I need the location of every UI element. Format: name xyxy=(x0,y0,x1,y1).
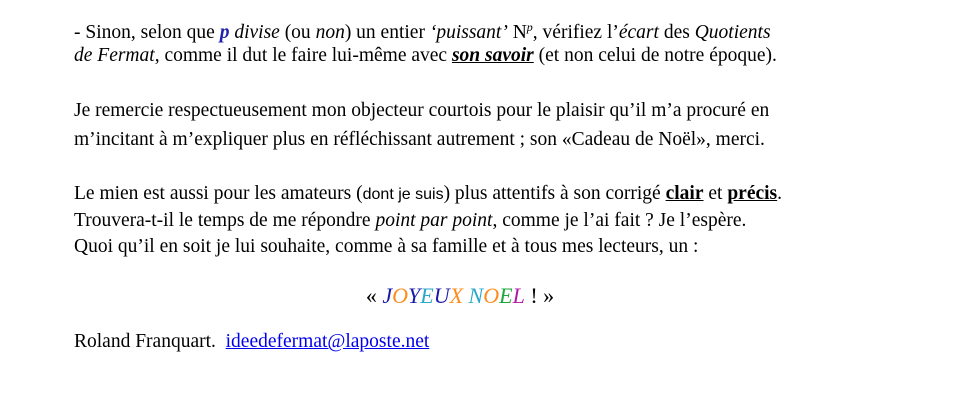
greeting-close-quote: ! » xyxy=(524,283,555,308)
italic-divise: divise xyxy=(234,22,280,43)
greeting-letter: L xyxy=(512,283,525,308)
greeting-open-quote: « xyxy=(365,283,383,308)
text-run: des xyxy=(658,22,695,43)
greeting-letter: E xyxy=(499,283,513,308)
text-run: Le mien est aussi pour les amateurs ( xyxy=(74,183,363,204)
greeting-letter: J xyxy=(382,283,393,308)
greeting-letter: Y xyxy=(408,283,421,308)
text-run: et xyxy=(703,183,728,204)
greeting-letters xyxy=(382,283,524,308)
superscript-p: p xyxy=(526,20,533,34)
italic-de-fermat: de Fermat xyxy=(74,45,155,66)
text-run: N xyxy=(507,22,527,43)
paragraph2-line1: Je remercie respectueusement mon objecteur courtois pour le plaisir qu’il m’a procuré en xyxy=(74,100,770,121)
text-run: . xyxy=(777,183,783,204)
paragraph2-line2: m’incitant à m’expliquer plus en réfléchissant autrement ; son «Cadeau de Noël», merci. xyxy=(74,129,765,150)
text-run: , vérifiez l’ xyxy=(532,22,619,43)
italic-puissant: ‘puissant’ xyxy=(429,22,508,43)
signature-line xyxy=(74,329,429,355)
text-run: - Sinon, selon que xyxy=(74,22,220,43)
text-run: ) plus attentifs à son corrigé xyxy=(443,183,666,204)
greeting-letter: U xyxy=(433,283,450,308)
greeting-letter: N xyxy=(468,283,484,308)
greeting-letter: E xyxy=(420,283,434,308)
text-run: Trouvera-t-il le temps de me répondre xyxy=(74,210,376,231)
text-run: ) un entier xyxy=(344,22,430,43)
paragraph3-line2 xyxy=(74,208,746,234)
paragraph1-line1 xyxy=(74,14,771,46)
text-run: (ou xyxy=(279,22,316,43)
email-link[interactable]: ideedefermat@laposte.net xyxy=(225,331,430,352)
signature-name: Roland Franquart. xyxy=(74,331,216,352)
italic-quotients: Quotients xyxy=(694,22,771,43)
text-run: , comme il dut le faire lui-même avec xyxy=(154,45,452,66)
text-run: , comme je l’ai fait ? Je l’espère. xyxy=(492,210,747,231)
greeting-joyeux-noel xyxy=(0,282,920,310)
emphasis-clair: clair xyxy=(665,183,704,204)
paragraph1-line2 xyxy=(74,43,777,69)
emphasis-son-savoir: son savoir xyxy=(451,45,534,66)
paragraph3-line3: Quoi qu’il en soit je lui souhaite, comme à sa famille et à tous mes lecteurs, un : xyxy=(74,236,699,257)
emphasis-precis: précis xyxy=(727,183,778,204)
greeting-letter: O xyxy=(483,283,500,308)
variable-p: p xyxy=(219,22,230,43)
italic-ecart: écart xyxy=(618,22,659,43)
paragraph3-line1 xyxy=(74,181,782,208)
italic-point-par-point: point par point xyxy=(375,210,493,231)
italic-non: non xyxy=(315,22,345,43)
greeting-letter: X xyxy=(449,283,464,308)
text-run: (et non celui de notre époque). xyxy=(533,45,777,66)
greeting-letter: O xyxy=(392,283,408,308)
aside-dont-je-suis: dont je suis xyxy=(362,186,444,203)
